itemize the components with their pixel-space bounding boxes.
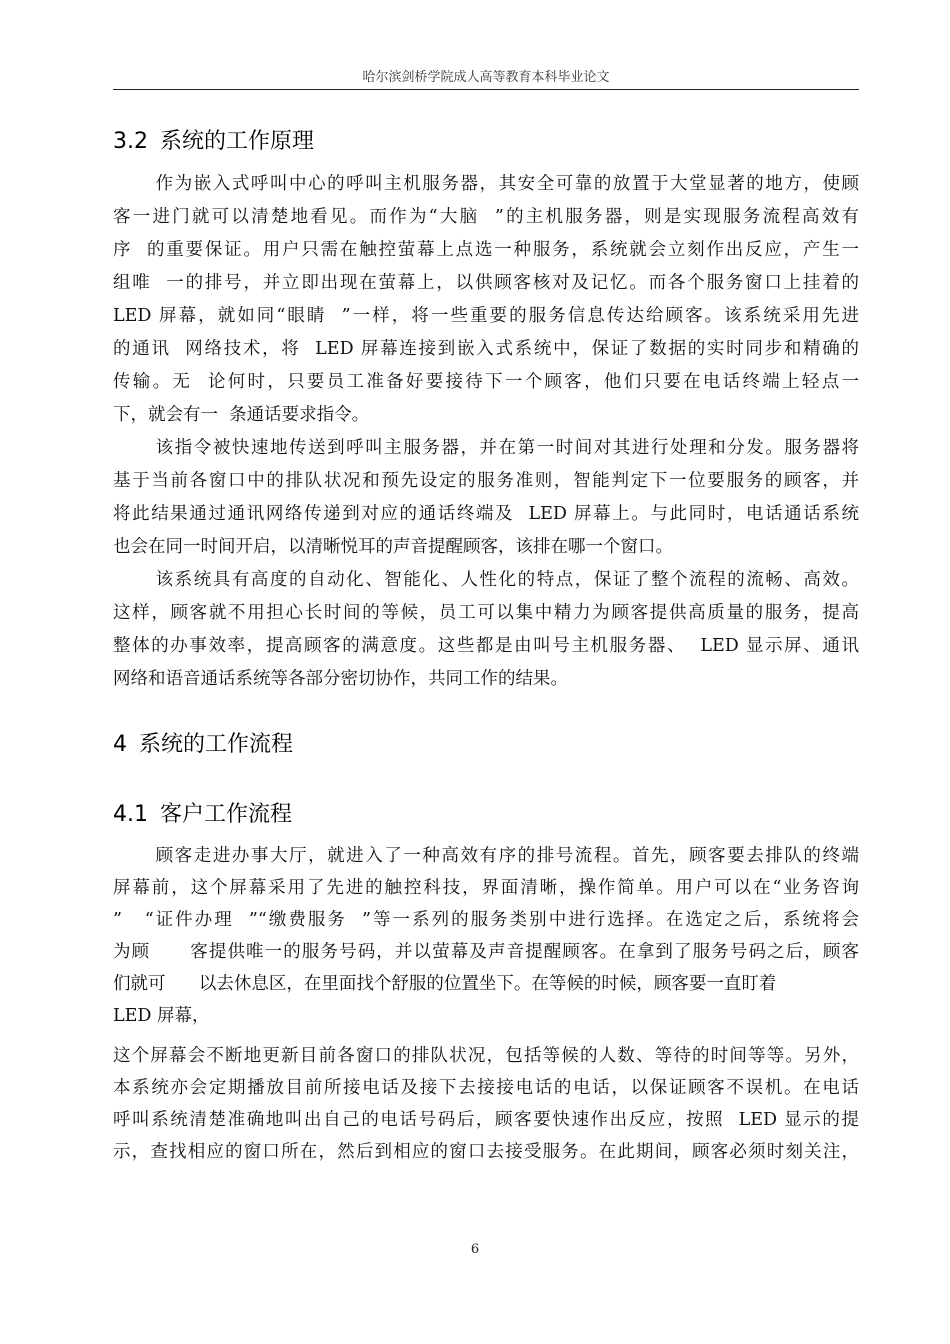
- section-title: 系统的工作流程: [139, 732, 294, 757]
- section-heading-4: [113, 727, 293, 758]
- body-line: LED 屏幕，: [113, 1006, 210, 1026]
- body-line: 示，查找相应的窗口所在，然后到相应的窗口去接受服务。在此期间，顾客必须时刻关注，: [113, 1142, 859, 1162]
- body-line: 基于当前各窗口中的排队状况和预先设定的服务准则，智能判定下一位要服务的顾客，并: [113, 471, 859, 491]
- body-line: 这个屏幕会不断地更新目前各窗口的排队状况，包括等候的人数、等待的时间等等。另外，: [113, 1046, 859, 1066]
- body-line: 下，就会有一 条通话要求指令。: [113, 405, 370, 425]
- body-line: 本系统亦会定期播放目前所接电话及接下去接接电话的电话，以保证顾客不误机。在电话: [113, 1078, 859, 1098]
- body-line: 将此结果通过通讯网络传递到对应的通话终端及 LED 屏幕上。与此同时，电话通话系统: [113, 504, 859, 524]
- header-rule: [113, 89, 859, 90]
- body-line: LED 屏幕，就如同“眼睛 ”一样，将一些重要的服务信息传达给顾客。该系统采用先进: [113, 306, 859, 326]
- body-line: 也会在同一时间开启，以清晰悦耳的声音提醒顾客，该排在哪一个窗口。: [113, 537, 673, 557]
- section-number: 4.1: [113, 802, 148, 827]
- section-heading-4-1: [113, 797, 292, 828]
- section-number: 4: [113, 732, 127, 757]
- running-header: 哈尔滨剑桥学院成人高等教育本科毕业论文: [362, 70, 610, 85]
- page-number: 6: [470, 1242, 480, 1257]
- body-line: 整体的办事效率，提高顾客的满意度。这些都是由叫号主机服务器、 LED 显示屏、通讯: [113, 636, 859, 656]
- body-line: 呼叫系统清楚准确地叫出自己的电话号码后，顾客要快速作出反应，按照 LED 显示的提: [113, 1110, 859, 1130]
- body-line: 们就可 以去休息区，在里面找个舒服的位置坐下。在等候的时候，顾客要一直盯着: [113, 974, 777, 994]
- section-title: 客户工作流程: [160, 802, 293, 827]
- body-line: 为顾 客提供唯一的服务号码，并以萤幕及声音提醒顾客。在拿到了服务号码之后，顾客: [113, 942, 859, 962]
- section-number: 3.2: [113, 129, 148, 154]
- body-line: 的通讯 网络技术，将 LED 屏幕连接到嵌入式系统中，保证了数据的实时同步和精确的: [113, 339, 859, 359]
- body-line: 这样，顾客就不用担心长时间的等候，员工可以集中精力为顾客提供高质量的服务，提高: [113, 603, 859, 623]
- body-line: 该指令被快速地传送到呼叫主服务器，并在第一时间对其进行处理和分发。服务器将: [113, 438, 859, 458]
- body-line: ” “证件办理 ”“缴费服务 ”等一系列的服务类别中进行选择。在选定之后，系统将会: [113, 910, 859, 930]
- body-line: 作为嵌入式呼叫中心的呼叫主机服务器，其安全可靠的放置于大堂显著的地方，使顾: [113, 174, 859, 194]
- body-line: 组唯 一的排号，并立即出现在萤幕上，以供顾客核对及记忆。而各个服务窗口上挂着的: [113, 273, 859, 293]
- body-line: 该系统具有高度的自动化、智能化、人性化的特点，保证了整个流程的流畅、高效。: [113, 570, 859, 590]
- body-line: 顾客走进办事大厅，就进入了一种高效有序的排号流程。首先，顾客要去排队的终端: [113, 846, 859, 866]
- body-line: 传输。无 论何时，只要员工准备好要接待下一个顾客，他们只要在电话终端上轻点一: [113, 372, 859, 392]
- section-heading-3-2: [113, 124, 314, 155]
- body-line: 客一进门就可以清楚地看见。而作为“大脑 ”的主机服务器，则是实现服务流程高效有: [113, 207, 859, 227]
- section-title: 系统的工作原理: [160, 129, 315, 154]
- body-line: 网络和语音通话系统等各部分密切协作，共同工作的结果。: [113, 669, 568, 689]
- body-line: 屏幕前，这个屏幕采用了先进的触控科技，界面清晰，操作简单。用户可以在“业务咨询: [113, 878, 859, 898]
- body-line: 序 的重要保证。用户只需在触控萤幕上点选一种服务，系统就会立刻作出反应，产生一: [113, 240, 859, 260]
